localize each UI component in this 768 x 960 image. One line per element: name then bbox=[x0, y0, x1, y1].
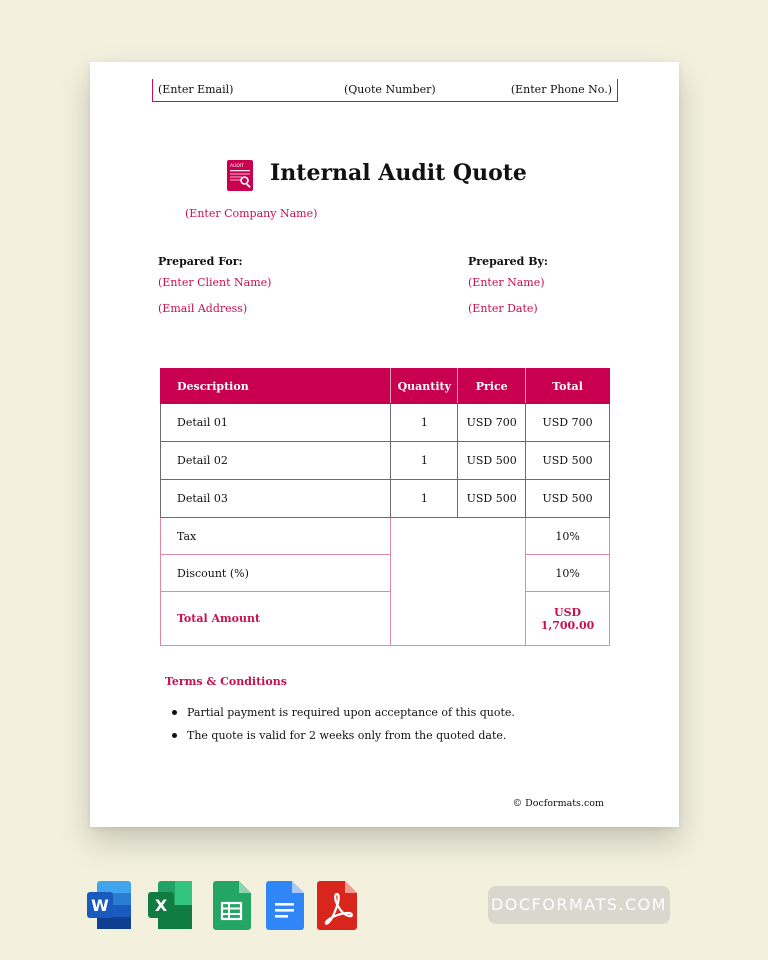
header-quote-number: (Quote Number) bbox=[344, 83, 436, 96]
column-header-price: Price bbox=[458, 369, 526, 404]
table-row bbox=[161, 404, 610, 442]
header-bar bbox=[152, 79, 618, 102]
row-total: USD 700 bbox=[526, 404, 610, 442]
total-amount-row bbox=[161, 592, 610, 646]
row-total: USD 500 bbox=[526, 442, 610, 480]
row-quantity: 1 bbox=[391, 442, 458, 480]
copyright-text: © Docformats.com bbox=[512, 798, 604, 809]
row-price: USD 500 bbox=[458, 442, 526, 480]
row-quantity: 1 bbox=[391, 404, 458, 442]
prepared-by-label: Prepared By: bbox=[468, 255, 548, 268]
table-header-row bbox=[161, 369, 610, 404]
summary-blank-cell bbox=[391, 518, 526, 646]
row-price: USD 700 bbox=[458, 404, 526, 442]
tax-row bbox=[161, 518, 610, 555]
docformats-brand-badge: DOCFORMATS.COM bbox=[488, 886, 670, 924]
quote-table bbox=[160, 368, 610, 646]
terms-title: Terms & Conditions bbox=[165, 675, 287, 688]
list-item: The quote is valid for 2 weeks only from the quoted date. bbox=[168, 729, 515, 752]
discount-value: 10% bbox=[526, 555, 610, 592]
discount-label: Discount (%) bbox=[161, 555, 391, 592]
column-header-total: Total bbox=[526, 369, 610, 404]
row-description: Detail 02 bbox=[161, 442, 391, 480]
column-header-quantity: Quantity bbox=[391, 369, 458, 404]
word-icon[interactable] bbox=[85, 879, 133, 931]
date-field: (Enter Date) bbox=[468, 302, 538, 315]
svg-text:W: W bbox=[91, 896, 109, 915]
document-page bbox=[90, 62, 679, 827]
row-quantity: 1 bbox=[391, 480, 458, 518]
total-amount-label: Total Amount bbox=[161, 592, 391, 646]
prepared-for-label: Prepared For: bbox=[158, 255, 243, 268]
row-total: USD 500 bbox=[526, 480, 610, 518]
docs-icon[interactable] bbox=[260, 879, 308, 931]
svg-text:X: X bbox=[154, 896, 168, 915]
client-email-field: (Email Address) bbox=[158, 302, 248, 315]
column-header-description: Description bbox=[161, 369, 391, 404]
pdf-icon[interactable] bbox=[313, 879, 361, 931]
tax-label: Tax bbox=[161, 518, 391, 555]
header-phone: (Enter Phone No.) bbox=[510, 83, 612, 96]
tax-value: 10% bbox=[526, 518, 610, 555]
company-name-field: (Enter Company Name) bbox=[185, 207, 318, 220]
excel-icon[interactable] bbox=[146, 879, 194, 931]
row-description: Detail 03 bbox=[161, 480, 391, 518]
sheets-icon[interactable] bbox=[207, 879, 255, 931]
table-row bbox=[161, 480, 610, 518]
list-item: Partial payment is required upon acceptance of this quote. bbox=[168, 706, 515, 729]
table-row bbox=[161, 442, 610, 480]
row-price: USD 500 bbox=[458, 480, 526, 518]
total-amount-value: USD 1,700.00 bbox=[526, 592, 610, 646]
client-name-field: (Enter Client Name) bbox=[158, 276, 272, 289]
terms-list bbox=[168, 706, 515, 752]
svg-text:AUDIT: AUDIT bbox=[230, 164, 244, 169]
discount-row bbox=[161, 555, 610, 592]
header-email: (Enter Email) bbox=[158, 83, 234, 96]
audit-document-icon bbox=[227, 160, 253, 191]
row-description: Detail 01 bbox=[161, 404, 391, 442]
preparer-name-field: (Enter Name) bbox=[468, 276, 545, 289]
page-title: Internal Audit Quote bbox=[270, 160, 527, 186]
